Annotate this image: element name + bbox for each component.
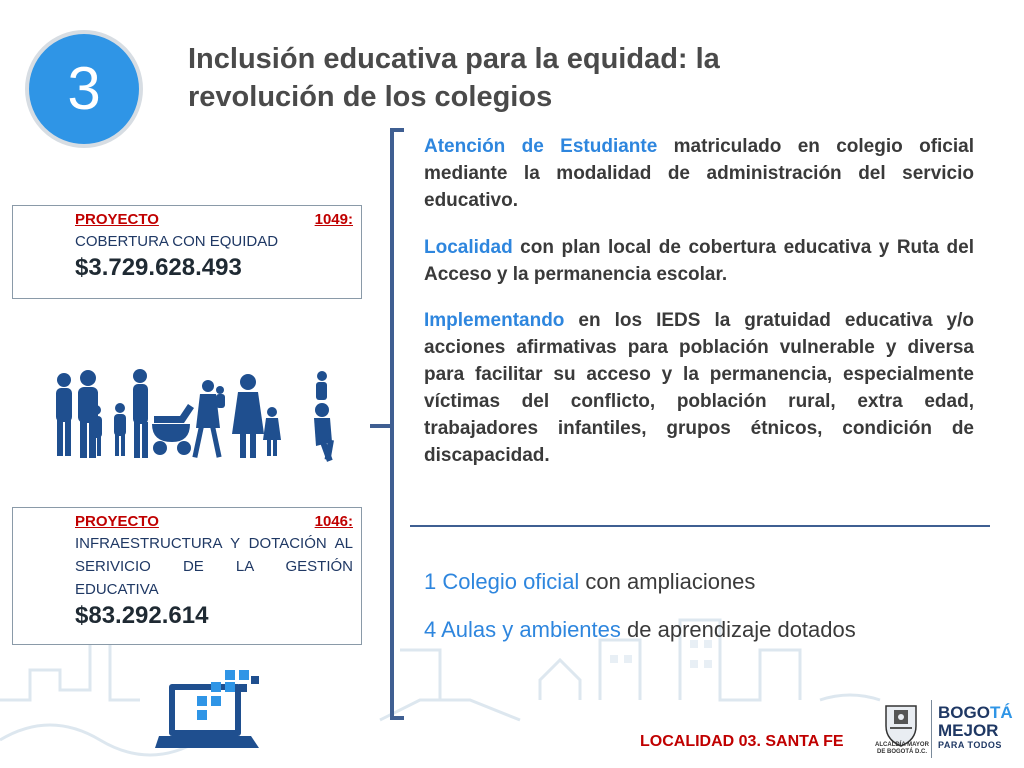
project-label: PROYECTO <box>75 211 159 228</box>
achievement-text: con ampliaciones <box>579 569 756 594</box>
brand-text-mejor: MEJOR <box>938 721 999 740</box>
brand-text-para-todos: PARA TODOS <box>938 740 1002 750</box>
keyword: Localidad <box>424 237 513 258</box>
keyword: Implementando <box>424 310 565 331</box>
content-paragraph-2 <box>424 234 974 288</box>
bracket-connector <box>368 128 428 728</box>
project-header <box>75 512 353 532</box>
achievement-keyword: 4 Aulas y ambientes <box>424 617 621 642</box>
slide-number-badge: 3 <box>25 30 143 148</box>
paragraph-text: matriculado en colegio oficial mediante la modalidad de administración del servicio educativo. <box>424 136 974 211</box>
project-name: COBERTURA CON EQUIDAD <box>75 233 279 250</box>
project-amount: $83.292.614 <box>75 602 209 629</box>
alcaldia-label <box>866 742 938 756</box>
project-code: 1049: <box>314 211 353 228</box>
achievement-item <box>424 615 884 644</box>
brand-text-a: BOGO <box>938 703 990 722</box>
paragraph-text: en los IEDS la gratuidad educativa y/o acciones afirmativas para población vulnerable y diversa para facilitar su acceso y la permanencia, especialmente víctimas del conflicto, población rural, extra edad, trabajadores infantiles, grupos étnicos, condición de discapacidad. <box>424 310 974 466</box>
project-amount: $3.729.628.493 <box>75 254 242 281</box>
achievement-item <box>424 567 884 596</box>
brand-text-b: TÁ <box>989 703 1013 722</box>
logo-separator <box>931 700 932 758</box>
keyword: Atención de Estudiante <box>424 136 658 157</box>
bogota-mejor-logo <box>938 704 1022 751</box>
slide-title-line-1: Inclusión educativa para la equidad: la <box>188 43 720 75</box>
content-paragraph-1 <box>424 133 974 214</box>
section-divider <box>410 525 990 527</box>
alcaldia-line-2: DE BOGOTÁ D.C. <box>876 749 927 755</box>
achievement-text: de aprendizaje dotados <box>620 617 856 642</box>
content-paragraph-3 <box>424 307 974 469</box>
computer-icon <box>155 668 265 756</box>
project-1049-box <box>12 205 362 299</box>
alcaldia-line-1: ALCALDÍA MAYOR <box>875 742 929 748</box>
locality-label: LOCALIDAD 03. SANTA FE <box>640 733 844 750</box>
achievement-keyword: 1 Colegio oficial <box>424 569 580 594</box>
project-header <box>75 210 353 230</box>
family-icon <box>44 368 344 468</box>
slide-title <box>188 40 908 116</box>
project-code: 1046: <box>314 513 353 530</box>
slide-title-line-2: revolución de los colegios <box>188 81 553 113</box>
project-label: PROYECTO <box>75 513 159 530</box>
project-name: INFRAESTRUCTURA Y DOTACIÓN AL SERIVICIO DE LA GESTIÓN EDUCATIVA <box>75 535 353 598</box>
bogota-crest-icon <box>880 700 922 748</box>
project-1046-box <box>12 507 362 645</box>
paragraph-text: con plan local de cobertura educativa y Ruta del Acceso y la permanencia escolar. <box>424 237 974 285</box>
